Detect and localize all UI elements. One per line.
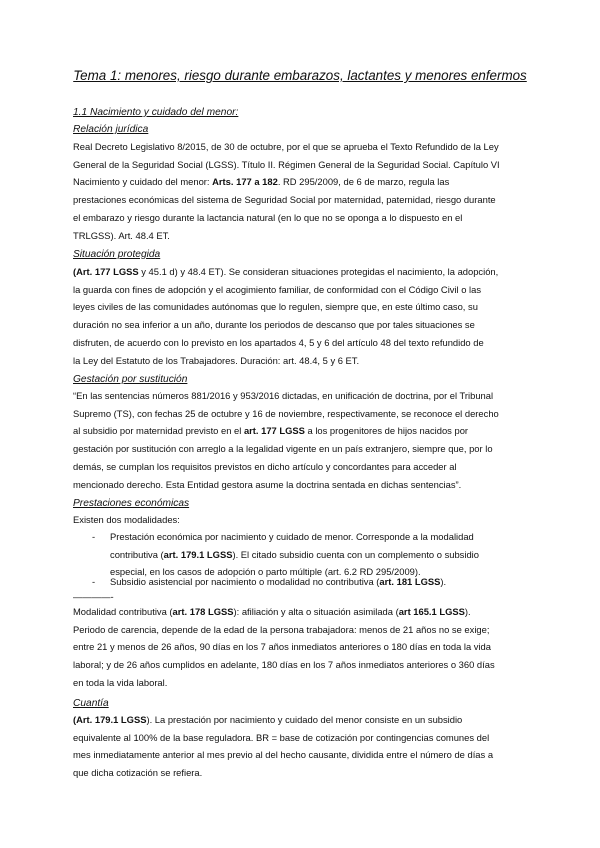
text-run: mencionado derecho. Esta Entidad gestora asume la doctrina sentada en dichas sentencias”.: [73, 478, 462, 490]
text-run: duración no sea inferior a un año, durante los periodos de descanso que por tales situaciones se: [73, 319, 475, 331]
text-line: [73, 281, 533, 299]
text-run: ).: [464, 606, 471, 617]
heading-situacion-protegida: Situación protegida: [73, 249, 161, 260]
paragraph-modalidad-contributiva: [73, 603, 533, 692]
text-line: [73, 138, 533, 156]
separator-line: ————-: [73, 591, 114, 602]
text-line: [73, 440, 533, 458]
paragraph-cuantia: [73, 711, 533, 782]
text-run: Supremo (TS), con fechas 25 de octubre y 16 de noviembre, respectivamente, se reconoce el derecho: [73, 407, 499, 419]
text-line: [73, 156, 533, 174]
text-run: ).: [440, 576, 447, 587]
text-line: [73, 458, 533, 476]
text-line: [73, 227, 533, 245]
text-line: [73, 352, 533, 370]
text-run: y 45.1 d) y 48.4 ET). Se consideran situaciones protegidas el nacimiento, la adopción,: [138, 266, 499, 277]
legal-reference: Arts. 177 a 182: [212, 176, 278, 188]
bullet-dash: -: [92, 576, 96, 587]
legal-reference: art 165.1 LGSS: [398, 606, 465, 617]
text-line: [73, 674, 533, 692]
text-line: [73, 422, 533, 440]
text-line: [73, 209, 533, 227]
text-line: [73, 711, 533, 729]
text-line: [73, 405, 533, 423]
text-line: [73, 638, 533, 656]
text-run: a los progenitores de hijos nacidos por: [304, 425, 469, 437]
text-run: Prestación económica por nacimiento y cuidado de menor. Corresponde a la modalidad: [110, 531, 474, 542]
heading-cuantia: Cuantía: [73, 698, 109, 709]
text-run: TRLGSS). Art. 48.4 ET.: [73, 229, 170, 241]
heading-prestaciones-economicas: Prestaciones económicas: [73, 498, 190, 509]
legal-reference: art. 178 LGSS: [172, 606, 234, 617]
text-run: disfruten, de acuerdo con lo previsto en los apartados 4, 5 y 6 del artículo 48 del texto refundido de: [73, 336, 484, 348]
text-line: [73, 316, 533, 334]
text-run: Nacimiento y cuidado del menor:: [73, 176, 213, 188]
text-run: “En las sentencias números 881/2016 y 953/2016 dictadas, en unificación de doctrina, por el Tribunal: [73, 390, 494, 401]
legal-reference: art. 179.1 LGSS: [163, 548, 233, 560]
text-line: [73, 729, 533, 747]
text-line: [73, 764, 533, 782]
text-run: laboral; y de 26 años cumplidos en adelante, 180 días en los 7 años inmediatos anteriores o 360 días: [73, 659, 495, 671]
text-run: Real Decreto Legislativo 8/2015, de 30 de octubre, por el que se aprueba el Texto Refundido de la Ley: [73, 141, 499, 152]
paragraph-situacion-protegida: [73, 263, 533, 369]
prestaciones-intro: Existen dos modalidades:: [73, 514, 180, 525]
text-run: prestaciones económicas del sistema de Seguridad Social por maternidad, paternidad, riesgo durante: [73, 194, 496, 206]
text-run: demás, se cumplan los requisitos previstos en dicho artículo y concordantes para acceder al: [73, 460, 457, 472]
text-run: que dicha cotización se refiera.: [73, 767, 203, 779]
text-run: Subsidio asistencial por nacimiento o modalidad no contributiva (: [110, 576, 380, 587]
legal-reference: art. 181 LGSS: [379, 576, 441, 587]
text-run: la guarda con fines de adopción y el acogimiento familiar, de conformidad con el Código Civil o las: [73, 283, 482, 295]
text-line: [73, 656, 533, 674]
text-line: [73, 621, 533, 639]
text-line: [73, 263, 533, 281]
text-run: especial, en los casos de adopción o parto múltiple (art. 6.2 RD 295/2009).: [110, 566, 421, 578]
text-run: entre 21 y menos de 26 años, 90 días en los 7 años inmediatos anteriores o 180 días en toda la vida: [73, 641, 491, 653]
text-run: en toda la vida laboral.: [73, 676, 168, 688]
legal-reference: (Art. 177 LGSS: [73, 266, 139, 277]
text-run: Modalidad contributiva (: [73, 606, 173, 617]
text-line: [73, 191, 533, 209]
bullet-dash: -: [92, 531, 96, 542]
text-run: mes inmediatamente anterior al mes previo al del hecho causante, dividida entre el número de días a: [73, 749, 494, 761]
text-line: [110, 528, 479, 546]
heading-gestacion-sustitucion: Gestación por sustitución: [73, 374, 188, 385]
text-run: al subsidio por maternidad previsto en el: [73, 425, 244, 437]
text-run: leyes civiles de las comunidades autónomas que lo regulen, siempre que, en este último caso, su: [73, 301, 478, 313]
text-run: gestación por sustitución con arreglo a la legalidad vigente en un país extranjero, siempre que, por lo: [73, 443, 493, 455]
text-line: [73, 476, 533, 494]
text-line: [73, 173, 533, 191]
text-run: ). El citado subsidio cuenta con un complemento o subsidio: [232, 548, 479, 560]
document-title: Tema 1: menores, riesgo durante embarazos, lactantes y menores enfermos: [73, 68, 527, 83]
text-line: [73, 334, 533, 352]
text-run: Periodo de carencia, depende de la edad de la persona trabajadora: menos de 21 años no se exige;: [73, 623, 490, 635]
text-line: [73, 603, 533, 621]
legal-reference: art. 177 LGSS: [243, 425, 305, 437]
section-heading-1-1: 1.1 Nacimiento y cuidado del menor:: [73, 107, 239, 118]
text-line: [73, 746, 533, 764]
text-run: la Ley del Estatuto de los Trabajadores. Duración: art. 48.4, 5 y 6 ET.: [73, 354, 360, 366]
text-run: equivalente al 100% de la base reguladora. BR = base de cotización por contingencias comunes del: [73, 731, 490, 743]
text-run: contributiva (: [110, 548, 164, 560]
text-run: el embarazo y riesgo durante la lactancia natural (en lo que no se oponga a lo dispuesto en el: [73, 211, 463, 223]
text-run: ). La prestación por nacimiento y cuidado del menor consiste en un subsidio: [146, 714, 463, 725]
text-line: [73, 298, 533, 316]
text-run: General de la Seguridad Social (LGSS). Título II. Régimen General de la Seguridad Social. Capítulo VI: [73, 158, 500, 170]
text-line: [110, 546, 479, 564]
legal-reference: (Art. 179.1 LGSS: [73, 714, 147, 725]
text-run: ): afiliación y alta o situación asimilada (: [233, 606, 399, 617]
paragraph-gestacion-sustitucion: [73, 387, 533, 493]
text-run: . RD 295/2009, de 6 de marzo, regula las: [277, 176, 450, 188]
heading-relacion-juridica: Relación jurídica: [73, 124, 149, 135]
text-line: [73, 387, 533, 405]
paragraph-relacion-juridica: [73, 138, 533, 244]
